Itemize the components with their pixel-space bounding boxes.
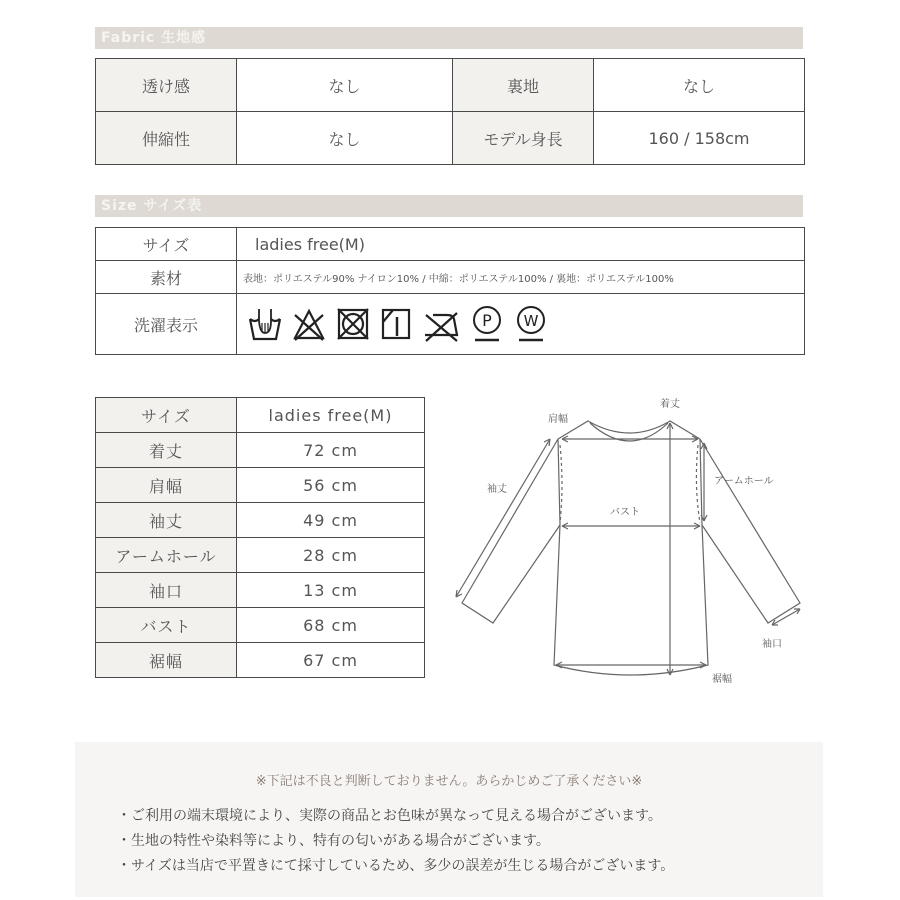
model-height-value: 160 / 158cm (594, 112, 805, 165)
table-row (96, 294, 805, 355)
measure-value: 68 cm (237, 608, 425, 643)
measurements-table (95, 397, 425, 678)
diagram-label-hem: 裾幅 (712, 674, 732, 685)
transparency-value: なし (237, 59, 453, 112)
table-row (96, 112, 805, 165)
measure-label: 着丈 (96, 433, 237, 468)
diagram-label-shoulder: 肩幅 (548, 414, 568, 425)
fabric-section-header: Fabric 生地感 (95, 27, 803, 49)
no-tumble-dry-icon (335, 305, 371, 343)
svg-text:P: P (482, 311, 492, 330)
table-row (96, 261, 805, 294)
diagram-label-cuff: 袖口 (762, 639, 782, 650)
diagram-label-sleeve: 袖丈 (487, 484, 507, 495)
lining-value: なし (594, 59, 805, 112)
measure-value: 49 cm (237, 503, 425, 538)
svg-text:W: W (523, 312, 539, 330)
no-iron-icon (421, 305, 461, 343)
garment-measurement-diagram (450, 385, 810, 695)
no-bleach-icon (291, 305, 327, 343)
table-row (96, 538, 425, 573)
table-row (96, 398, 425, 433)
fabric-table (95, 58, 805, 165)
diagram-label-length: 着丈 (660, 399, 680, 410)
care-label: 洗濯表示 (96, 294, 237, 355)
transparency-label: 透け感 (96, 59, 237, 112)
table-row (96, 573, 425, 608)
measure-value: 67 cm (237, 643, 425, 678)
table-row (96, 503, 425, 538)
measure-label: バスト (96, 608, 237, 643)
size-info-table (95, 227, 805, 355)
measure-value: 13 cm (237, 573, 425, 608)
material-value: 表地：ポリエステル90% ナイロン10% / 中綿：ポリエステル100% / 裏地：ポリエステル100% (237, 261, 805, 294)
diagram-label-bust: バスト (610, 507, 640, 518)
hand-wash-icon (247, 305, 283, 343)
wet-clean-w-icon (513, 304, 549, 344)
stretch-label: 伸縮性 (96, 112, 237, 165)
diagram-label-armhole: アームホール (714, 476, 774, 487)
garment-outline-icon (450, 385, 810, 695)
notice-list (117, 804, 674, 879)
table-row (96, 608, 425, 643)
size-section-header: Size サイズ表 (95, 195, 803, 217)
notice-item: ・ ご利用の端末環境により、実際の商品とお色味が異なって見える場合がございます。 (117, 804, 674, 829)
notice-heading: ※下記は不良と判断しておりません。あらかじめご了承ください※ (255, 774, 643, 789)
table-row (96, 433, 425, 468)
line-dry-shade-icon (379, 305, 413, 343)
care-icons-cell (237, 294, 805, 355)
measure-label: 袖丈 (96, 503, 237, 538)
measure-header-label: サイズ (96, 398, 237, 433)
measure-label: 裾幅 (96, 643, 237, 678)
notice-item: ・ 生地の特性や染料等により、特有の匂いがある場合がございます。 (117, 829, 674, 854)
size-value: ladies free(M) (237, 228, 805, 261)
table-row (96, 228, 805, 261)
stretch-value: なし (237, 112, 453, 165)
measure-value: 28 cm (237, 538, 425, 573)
measure-label: 袖口 (96, 573, 237, 608)
material-label: 素材 (96, 261, 237, 294)
measure-label: 肩幅 (96, 468, 237, 503)
measure-value: 72 cm (237, 433, 425, 468)
dry-clean-p-icon (469, 304, 505, 344)
table-row (96, 468, 425, 503)
size-label: サイズ (96, 228, 237, 261)
measure-label: アームホール (96, 538, 237, 573)
model-height-label: モデル身長 (453, 112, 594, 165)
table-row (96, 643, 425, 678)
measure-header-value: ladies free(M) (237, 398, 425, 433)
lining-label: 裏地 (453, 59, 594, 112)
notice-box (75, 742, 823, 897)
table-row (96, 59, 805, 112)
measure-value: 56 cm (237, 468, 425, 503)
notice-item: ・ サイズは当店で平置きにて採寸しているため、多少の誤差が生じる場合がございます。 (117, 854, 674, 879)
